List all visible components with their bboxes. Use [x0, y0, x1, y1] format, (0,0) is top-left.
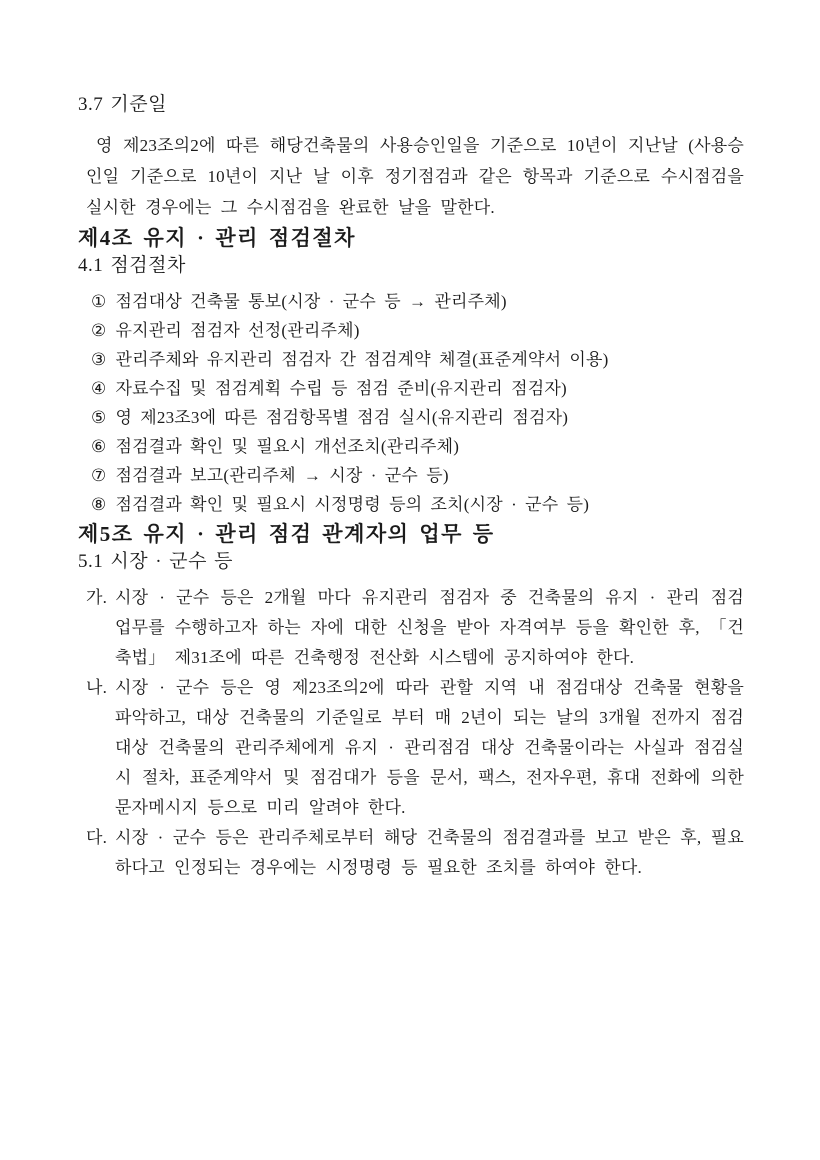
step-number: ②: [91, 321, 107, 340]
list-item: [86, 673, 744, 823]
step-number: ⑧: [91, 495, 107, 514]
step-text: 점검결과 확인 및 필요시 시정명령 등의 조치(시장 · 군수 등): [115, 495, 590, 514]
list-item: [91, 374, 744, 403]
step-text: 유지관리 점검자 선정(관리주체): [115, 321, 360, 340]
step-number: ⑥: [91, 437, 107, 456]
list-item: [91, 403, 744, 432]
section-4-1-heading: 4.1 점검절차: [78, 255, 186, 276]
item-marker: 나.: [86, 678, 108, 697]
list-item: [91, 316, 744, 345]
article-5-heading: 제5조 유지 · 관리 점검 관계자의 업무 등: [78, 522, 495, 546]
section-5-1-heading: 5.1 시장 · 군수 등: [78, 551, 233, 572]
item-marker: 가.: [86, 588, 108, 607]
list-item: [91, 287, 744, 316]
step-number: ⑤: [91, 408, 107, 427]
item-text: 시장 · 군수 등은 2개월 마다 유지관리 점검자 중 건축물의 유지 · 관리 점검 업무를 수행하고자 하는 자에 대한 신청을 받아 자격여부 등을 확인한 후, 「건축법」 제31조에 따른 건축행정 전산화 시스템에 공지하여야 한다.: [115, 588, 744, 667]
step-text: 자료수집 및 점검계획 수립 등 점검 준비(유지관리 점검자): [115, 379, 567, 398]
list-item: [91, 432, 744, 461]
list-item: [91, 345, 744, 374]
item-marker: 다.: [86, 828, 108, 847]
step-number: ⑦: [91, 466, 107, 485]
list-item: [86, 823, 744, 883]
list-item: [86, 583, 744, 673]
step-text: 점검결과 확인 및 필요시 개선조치(관리주체): [115, 437, 460, 456]
step-number: ③: [91, 350, 107, 369]
list-item: [91, 490, 744, 519]
article-4-heading: 제4조 유지 · 관리 점검절차: [78, 226, 356, 250]
section-3-7-body: 영 제23조의2에 따른 해당건축물의 사용승인일을 기준으로 10년이 지난날 (사용승인일 기준으로 10년이 지난 날 이후 정기점검과 같은 항목과 기준으로 수시점검을 실시한 경우에는 그 수시점검을 완료한 날을 말한다.: [86, 136, 744, 217]
inspection-procedure-list: [78, 287, 744, 519]
step-text: 관리주체와 유지관리 점검자 간 점검계약 체결(표준계약서 이용): [115, 350, 609, 369]
section-3-7-heading: 3.7 기준일: [78, 94, 167, 115]
step-number: ①: [91, 292, 107, 311]
item-text: 시장 · 군수 등은 관리주체로부터 해당 건축물의 점검결과를 보고 받은 후, 필요하다고 인정되는 경우에는 시정명령 등 필요한 조치를 하여야 한다.: [115, 828, 744, 877]
step-text: 점검대상 건축물 통보(시장 · 군수 등 → 관리주체): [115, 292, 507, 311]
step-text: 점검결과 보고(관리주체 → 시장 · 군수 등): [115, 466, 449, 485]
step-text: 영 제23조3에 따른 점검항목별 점검 실시(유지관리 점검자): [115, 408, 569, 427]
duty-items-list: [86, 583, 744, 883]
step-number: ④: [91, 379, 107, 398]
list-item: [91, 461, 744, 490]
item-text: 시장 · 군수 등은 영 제23조의2에 따라 관할 지역 내 점검대상 건축물 현황을 파악하고, 대상 건축물의 기준일로 부터 매 2년이 되는 날의 3개월 전까지 점검대상 건축물의 관리주체에게 유지 · 관리점검 대상 건축물이라는 사실과 점검실시 절차, 표준계약서 및 점검대가 등을 문서, 팩스, 전자우편, 휴대 전화에 의한 문자메시지 등으로 미리 알려야 한다.: [115, 678, 744, 817]
